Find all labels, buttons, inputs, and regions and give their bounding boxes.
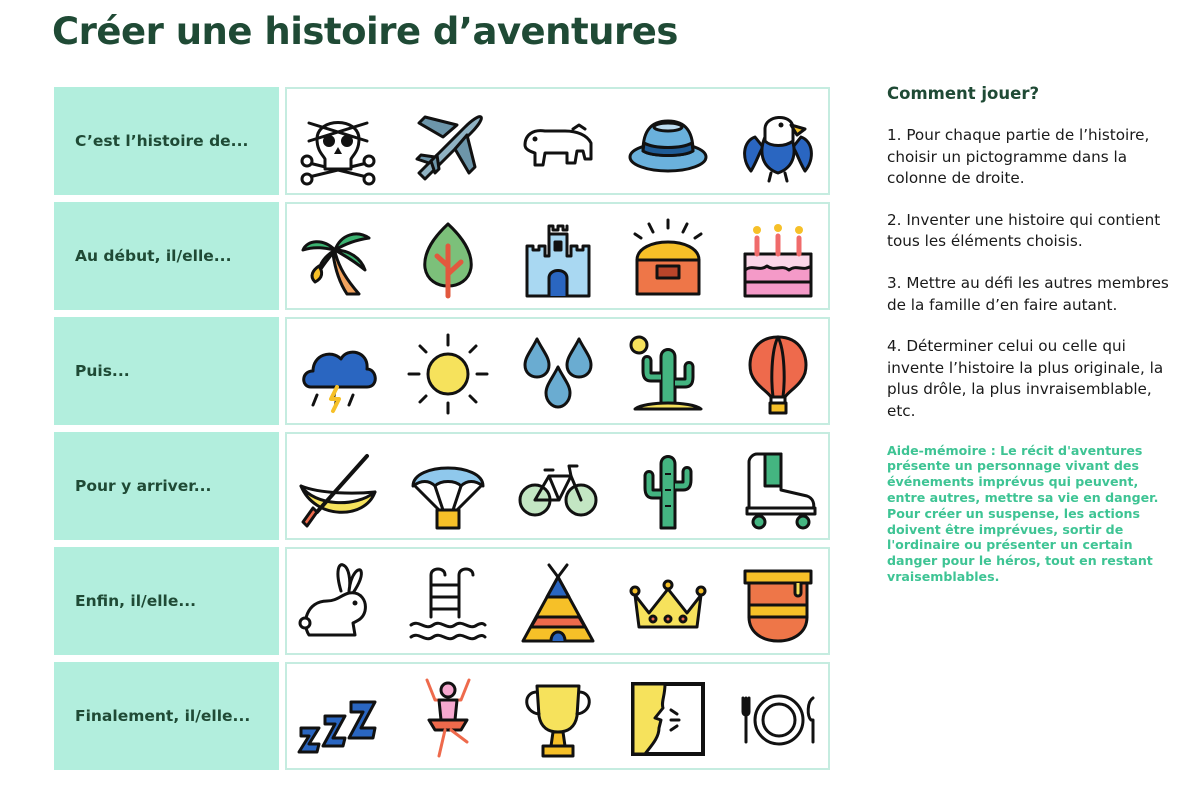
roller-skate-icon: [735, 446, 821, 532]
parachute-icon: [405, 446, 491, 532]
teepee-icon: [515, 561, 601, 647]
icon-cell-group: [285, 547, 830, 655]
story-row: [54, 432, 831, 540]
eagle-icon: [735, 101, 821, 187]
airplane-icon: [405, 101, 491, 187]
story-row: [54, 317, 831, 425]
icon-cell-group: [285, 432, 830, 540]
icon-cell-group: [285, 202, 830, 310]
water-drops-icon: [515, 331, 601, 417]
row-label: Puis...: [54, 317, 279, 425]
instructions-panel: [887, 84, 1177, 585]
birthday-cake-icon: [735, 216, 821, 302]
instruction-step-4: 4. Déterminer celui ou celle qui invente l’histoire la plus originale, la plus drôle, la plus invraisemblable, etc.: [887, 337, 1164, 420]
icon-cell-group: [285, 317, 830, 425]
castle-icon: [515, 216, 601, 302]
polar-bear-icon: [515, 101, 601, 187]
instruction-step-3: 3. Mettre au défi les autres membres de la famille d’en faire autant.: [887, 273, 1169, 314]
cactus-icon: [625, 331, 711, 417]
instructions-heading: Comment jouer?: [887, 84, 1040, 103]
story-row: [54, 202, 831, 310]
crown-icon: [625, 561, 711, 647]
treasure-chest-icon: [625, 216, 711, 302]
row-label: Pour y arriver...: [54, 432, 279, 540]
storm-cloud-icon: [295, 331, 381, 417]
plate-cutlery-icon: [735, 676, 821, 762]
bicycle-icon: [515, 446, 601, 532]
cactus-small-icon: [625, 446, 711, 532]
trophy-icon: [515, 676, 601, 762]
sun-icon: [405, 331, 491, 417]
palm-tree-icon: [295, 216, 381, 302]
story-row: [54, 547, 831, 655]
fedora-hat-icon: [625, 101, 711, 187]
instruction-step-1: 1. Pour chaque partie de l’histoire, choisir un pictogramme dans la colonne de droite.: [887, 126, 1150, 188]
memo-note: Aide-mémoire : Le récit d'aventures présente un personnage vivant des événements imprévus qui peuvent, entre autres, mettre sa vie en danger. Pour créer un suspense, les actions doivent être imprévues, sortir de l'ordinaire ou présenter un certain danger pour le héros, tout en restant vraisemblables.: [887, 442, 1159, 584]
row-label: Enfin, il/elle...: [54, 547, 279, 655]
row-label: C’est l’histoire de...: [54, 87, 279, 195]
story-row: [54, 87, 831, 195]
hot-air-balloon-icon: [735, 331, 821, 417]
dancer-icon: [405, 676, 491, 762]
story-row: [54, 662, 831, 770]
pool-ladder-icon: [405, 561, 491, 647]
instruction-step-2: 2. Inventer une histoire qui contient tous les éléments choisis.: [887, 210, 1161, 251]
canoe-icon: [295, 446, 381, 532]
tree-icon: [405, 216, 491, 302]
row-label: Finalement, il/elle...: [54, 662, 279, 770]
rabbit-icon: [295, 561, 381, 647]
skull-crossbones-icon: [295, 101, 381, 187]
row-label: Au début, il/elle...: [54, 202, 279, 310]
sleep-zzz-icon: [295, 676, 381, 762]
face-profile-icon: [625, 676, 711, 762]
icon-cell-group: [285, 87, 830, 195]
page-title: Créer une histoire d’aventures: [52, 10, 678, 53]
icon-cell-group: [285, 662, 830, 770]
honey-pot-icon: [735, 561, 821, 647]
